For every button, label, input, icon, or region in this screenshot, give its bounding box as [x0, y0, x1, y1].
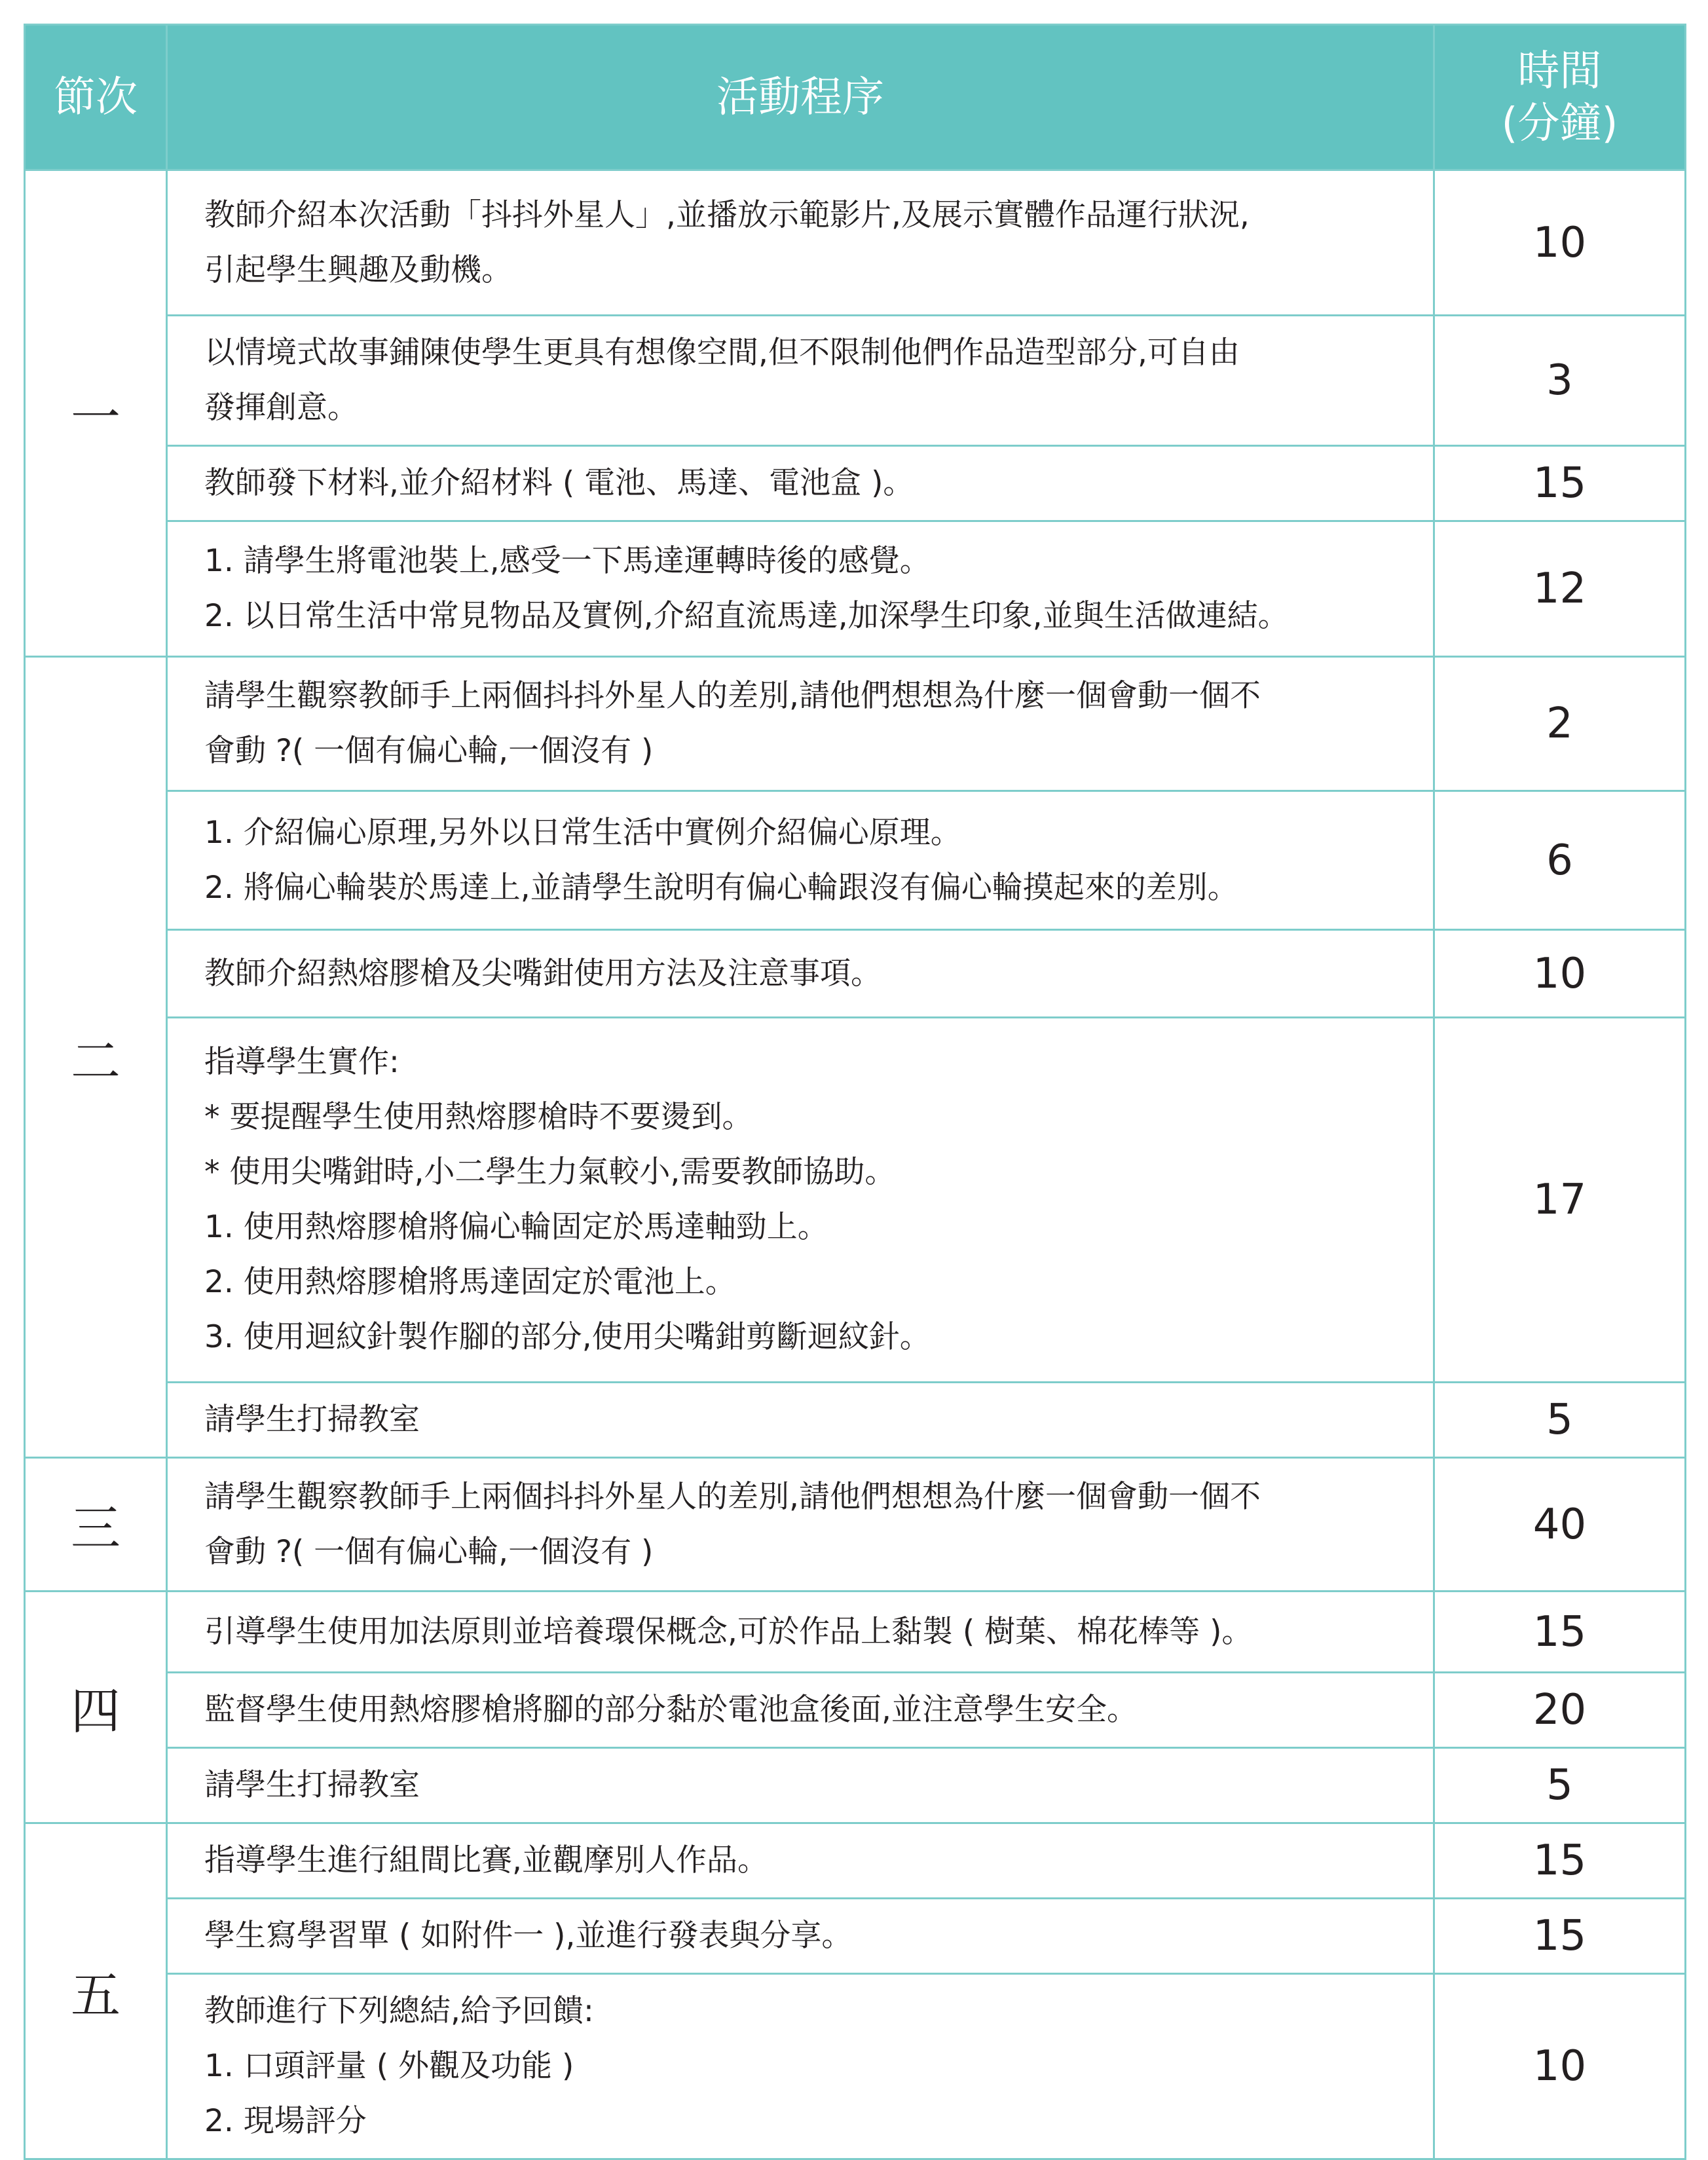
activity-cell [167, 316, 1434, 446]
minutes-cell: 15 [1434, 1592, 1686, 1673]
activity-line: * 使用尖嘴鉗時,小二學生力氣較小,需要教師協助。 [204, 1154, 896, 1190]
table-row [25, 930, 1686, 1018]
lesson-plan-table [24, 24, 1686, 2160]
activity-line: 請學生觀察教師手上兩個抖抖外星人的差別,請他們想想為什麼一個會動一個不 [204, 1478, 1261, 1515]
table-row [25, 170, 1686, 316]
activity-line: 會動 ?( 一個有偏心輪,一個沒有 ) [204, 733, 654, 769]
session-label: 五 [25, 1823, 167, 2159]
activity-line: 教師介紹本次活動「抖抖外星人」,並播放示範影片,及展示實體作品運行狀況, [204, 196, 1250, 233]
header-time-label: 時間 [1517, 47, 1602, 96]
session-label: 四 [25, 1592, 167, 1823]
table-row [25, 1383, 1686, 1458]
activity-line: 請學生打掃教室 [204, 1402, 420, 1438]
table-row [25, 1974, 1686, 2159]
activity-line: 1. 使用熱熔膠槍將偏心輪固定於馬達軸勁上。 [204, 1209, 828, 1245]
minutes-cell: 15 [1434, 1823, 1686, 1899]
activity-line: 引導學生使用加法原則並培養環保概念,可於作品上黏製 ( 樹葉、棉花棒等 )。 [204, 1613, 1253, 1650]
activity-cell [167, 446, 1434, 521]
session-label: 三 [25, 1458, 167, 1592]
activity-line: 指導學生實作: [204, 1044, 399, 1080]
header-session: 節次 [25, 25, 167, 170]
table-row [25, 1823, 1686, 1899]
minutes-cell: 20 [1434, 1673, 1686, 1748]
activity-line: 2. 將偏心輪裝於馬達上,並請學生說明有偏心輪跟沒有偏心輪摸起來的差別。 [204, 869, 1238, 906]
table-row [25, 1458, 1686, 1592]
activity-line: 1. 請學生將電池裝上,感受一下馬達運轉時後的感覺。 [204, 543, 931, 579]
activity-line: 學生寫學習單 ( 如附件一 ),並進行發表與分享。 [204, 1918, 853, 1954]
activity-line: 發揮創意。 [204, 390, 358, 426]
activity-line: 會動 ?( 一個有偏心輪,一個沒有 ) [204, 1533, 654, 1570]
activity-line: 請學生觀察教師手上兩個抖抖外星人的差別,請他們想想為什麼一個會動一個不 [204, 678, 1261, 714]
activity-cell [167, 930, 1434, 1018]
activity-cell [167, 1592, 1434, 1673]
minutes-cell: 17 [1434, 1018, 1686, 1383]
minutes-cell: 3 [1434, 316, 1686, 446]
activity-line: 以情境式故事鋪陳使學生更具有想像空間,但不限制他們作品造型部分,可自由 [204, 335, 1240, 371]
table-row [25, 791, 1686, 930]
session-label: 二 [25, 657, 167, 1458]
activity-line: 2. 使用熱熔膠槍將馬達固定於電池上。 [204, 1264, 736, 1300]
session-label: 一 [25, 170, 167, 657]
table-row [25, 1748, 1686, 1823]
table-row [25, 1673, 1686, 1748]
header-time-unit: (分鐘) [1501, 99, 1618, 148]
minutes-cell: 5 [1434, 1383, 1686, 1458]
activity-line: * 要提醒學生使用熱熔膠槍時不要燙到。 [204, 1099, 753, 1135]
minutes-cell: 5 [1434, 1748, 1686, 1823]
activity-cell [167, 1974, 1434, 2159]
activity-line: 1. 口頭評量 ( 外觀及功能 ) [204, 2048, 574, 2084]
activity-cell [167, 1748, 1434, 1823]
table-row [25, 657, 1686, 791]
minutes-cell: 15 [1434, 446, 1686, 521]
activity-line: 請學生打掃教室 [204, 1767, 420, 1803]
activity-cell [167, 1673, 1434, 1748]
activity-line: 2. 以日常生活中常見物品及實例,介紹直流馬達,加深學生印象,並與生活做連結。 [204, 598, 1289, 634]
minutes-cell: 40 [1434, 1458, 1686, 1592]
activity-cell [167, 170, 1434, 316]
activity-cell [167, 657, 1434, 791]
minutes-cell: 6 [1434, 791, 1686, 930]
minutes-cell: 10 [1434, 1974, 1686, 2159]
table-row [25, 1592, 1686, 1673]
header-activity: 活動程序 [167, 25, 1434, 170]
activity-line: 教師介紹熱熔膠槍及尖嘴鉗使用方法及注意事項。 [204, 955, 882, 992]
table-row [25, 316, 1686, 446]
minutes-cell: 10 [1434, 930, 1686, 1018]
table-body [25, 170, 1686, 2159]
activity-line: 3. 使用迴紋針製作腳的部分,使用尖嘴鉗剪斷迴紋針。 [204, 1319, 931, 1355]
activity-line: 2. 現場評分 [204, 2103, 367, 2139]
minutes-cell: 15 [1434, 1899, 1686, 1974]
activity-cell [167, 791, 1434, 930]
activity-line: 監督學生使用熱熔膠槍將腳的部分黏於電池盒後面,並注意學生安全。 [204, 1692, 1138, 1728]
activity-line: 1. 介紹偏心原理,另外以日常生活中實例介紹偏心原理。 [204, 814, 961, 851]
activity-cell [167, 1823, 1434, 1899]
activity-cell [167, 1458, 1434, 1592]
table-row [25, 446, 1686, 521]
header-row [25, 25, 1686, 170]
header-time [1434, 25, 1686, 170]
minutes-cell: 10 [1434, 170, 1686, 316]
table-row [25, 521, 1686, 657]
table-row [25, 1899, 1686, 1974]
activity-line: 引起學生興趣及動機。 [204, 251, 512, 288]
table-row [25, 1018, 1686, 1383]
activity-cell [167, 1383, 1434, 1458]
activity-line: 指導學生進行組間比賽,並觀摩別人作品。 [204, 1842, 768, 1878]
activity-line: 教師發下材料,並介紹材料 ( 電池、馬達、電池盒 )。 [204, 465, 914, 501]
activity-line: 教師進行下列總結,給予回饋: [204, 1993, 594, 2029]
activity-cell [167, 521, 1434, 657]
minutes-cell: 2 [1434, 657, 1686, 791]
activity-cell [167, 1018, 1434, 1383]
activity-cell [167, 1899, 1434, 1974]
minutes-cell: 12 [1434, 521, 1686, 657]
